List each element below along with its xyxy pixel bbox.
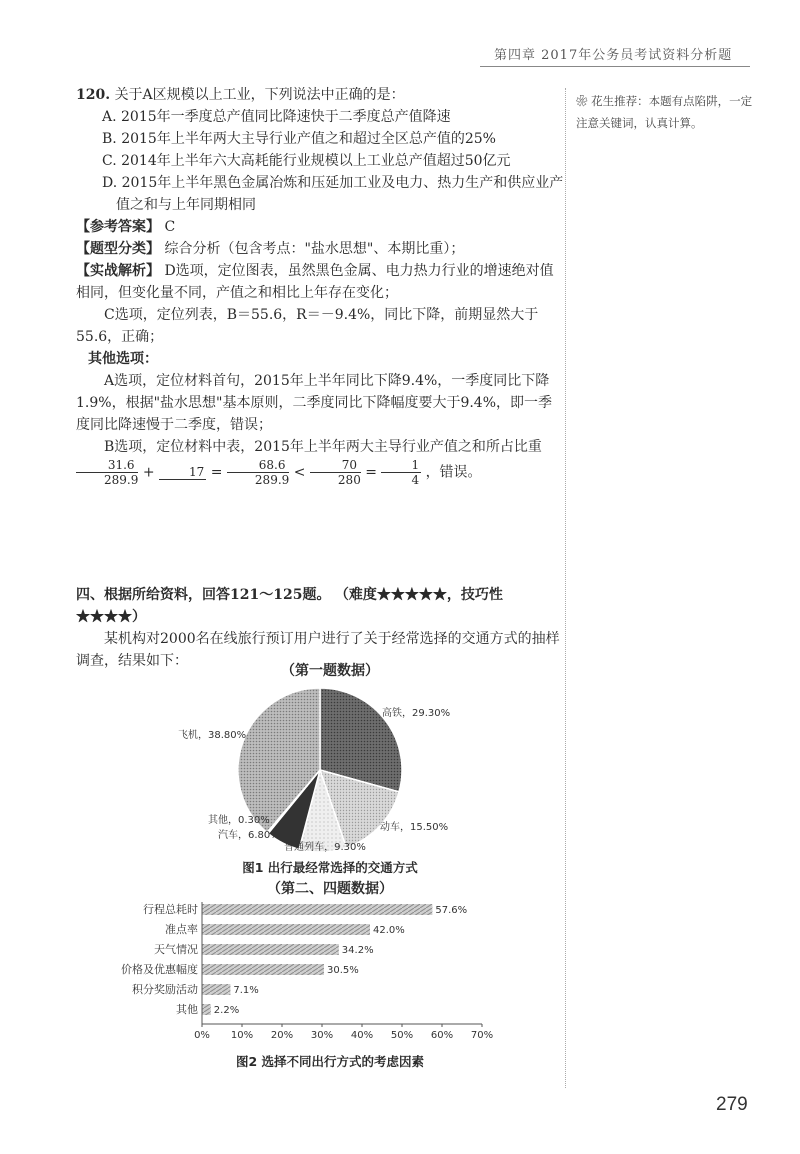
pie-label-6: 飞机，38.80% bbox=[178, 730, 247, 741]
fraction-1: $\frac{31.6}{289.9}$ bbox=[76, 458, 138, 487]
q120-option-a: A. 2015年一季度总产值同比降速快于二季度总产值降速 bbox=[102, 109, 451, 125]
q120-stem bbox=[76, 84, 564, 106]
answer-value: C bbox=[164, 219, 176, 235]
bar-value-2: 42.0% bbox=[373, 925, 405, 936]
side-divider bbox=[565, 88, 566, 1088]
running-header: 第四章 2017年公务员考试资料分析题 bbox=[494, 48, 733, 63]
bar-x-tick-label-6: 50% bbox=[390, 1030, 414, 1041]
frac-op-plus: + bbox=[142, 464, 155, 481]
bar-x-tick-label-4: 30% bbox=[310, 1030, 334, 1041]
q120-option-d: D. 2015年上半年黑色金属冶炼和压延加工业及电力、热力生产和供应业产值之和与上年同期相同 bbox=[102, 175, 564, 213]
header-rule bbox=[480, 66, 750, 67]
page-number: 279 bbox=[716, 1094, 748, 1115]
bar-x-tick-label-5: 40% bbox=[350, 1030, 374, 1041]
frac-tail: ，错误。 bbox=[425, 464, 482, 481]
q120-stem-text: 关于A区规模以上工业，下列说法中正确的是： bbox=[114, 87, 405, 103]
question-120 bbox=[76, 84, 564, 487]
section-4-heading-line bbox=[76, 584, 564, 628]
bar-value-6: 2.2% bbox=[213, 1005, 240, 1016]
bar-category-4: 价格及优惠幅度 bbox=[121, 963, 198, 976]
type-label: 【题型分类】 bbox=[76, 241, 160, 257]
pie-label-4: 汽车，6.80% bbox=[218, 830, 280, 841]
analysis-text-2: C选项，定位列表，B＝55.6，R＝－9.4%，同比下降，前期显然大于55.6，正确； bbox=[76, 307, 539, 345]
q120-option-b: B. 2015年上半年两大主导行业产值之和超过全区总产值的25% bbox=[102, 131, 496, 147]
bar-5 bbox=[202, 984, 230, 995]
other-options-label: 其他选项： bbox=[88, 351, 158, 367]
bar-value-5: 7.1% bbox=[233, 985, 259, 996]
other-option-b-text: B选项，定位材料中表，2015年上半年两大主导行业产值之和所占比重 bbox=[104, 439, 542, 455]
fraction-4: $\frac{70}{280}$ bbox=[310, 458, 361, 487]
fraction-5: $\frac{1}{4}$ bbox=[381, 458, 421, 487]
frac-op-eq: = bbox=[210, 464, 223, 481]
pie-chart bbox=[150, 680, 550, 860]
other-option-a: A选项，定位材料首句，2015年上半年同比下降9.4%，一季度同比下降1.9%，根据"盐水思想"基本原则，二季度同比下降幅度要大于9.4%，即一季度同比降速慢于二季度，错误； bbox=[76, 373, 553, 433]
bar-category-2: 准点率 bbox=[165, 923, 198, 936]
side-note bbox=[576, 90, 756, 134]
other-option-b bbox=[76, 436, 564, 487]
bar-category-3: 天气情况 bbox=[154, 943, 198, 956]
side-note-text: 花生推荐：本题有点陷阱，一定注意关键词，认真计算。 bbox=[576, 94, 753, 130]
bar-4 bbox=[202, 964, 324, 975]
frac-op-lt: < bbox=[293, 464, 306, 481]
answer-label: 【参考答案】 bbox=[76, 219, 160, 235]
bar-value-3: 34.2% bbox=[341, 945, 374, 956]
frac-op-eq2: = bbox=[365, 464, 378, 481]
bar-value-1: 57.6% bbox=[435, 905, 468, 916]
bar-x-tick-label-7: 60% bbox=[430, 1030, 454, 1041]
pie-label-3: 普通列车，9.30% bbox=[284, 842, 366, 853]
bar-x-tick-label-3: 20% bbox=[270, 1030, 294, 1041]
pie-label-5: 其他，0.30% bbox=[208, 815, 270, 826]
section-4-difficulty: （难度★★★★★，技巧性★★★★） bbox=[76, 587, 503, 625]
bar-category-6: 其他 bbox=[176, 1003, 198, 1016]
q120-number: 120. bbox=[76, 87, 111, 103]
bar-category-5: 积分奖励活动 bbox=[132, 983, 198, 996]
flower-icon: ❀ bbox=[576, 94, 588, 108]
bar-chart bbox=[90, 896, 530, 1046]
fraction-2: 17 bbox=[159, 465, 206, 480]
pie-label-1: 高铁，29.30% bbox=[382, 708, 451, 719]
chart2-caption: 图2 选择不同出行方式的考虑因素 bbox=[235, 1054, 425, 1069]
bar-3 bbox=[202, 944, 339, 955]
fraction-3: $\frac{68.6}{289.9}$ bbox=[227, 458, 289, 487]
chart2-box-title: （第二、四题数据） bbox=[267, 881, 393, 897]
bar-6 bbox=[202, 1004, 211, 1015]
section-4 bbox=[76, 584, 564, 672]
pie-label-2: 动车，15.50% bbox=[380, 822, 449, 833]
chart1-caption: 图1 出行最经常选择的交通方式 bbox=[242, 860, 418, 875]
bar-category-1: 行程总耗时 bbox=[143, 903, 198, 916]
answer-line bbox=[76, 216, 564, 238]
bar-value-4: 30.5% bbox=[327, 965, 359, 976]
analysis-line bbox=[76, 260, 564, 304]
analysis-label: 【实战解析】 bbox=[76, 263, 160, 279]
bar-2 bbox=[202, 924, 370, 935]
section-4-intro: 某机构对2000名在线旅行预订用户进行了关于经常选择的交通方式的抽样调查，结果如下： bbox=[76, 631, 560, 669]
chart1-box-title: （第一题数据） bbox=[281, 663, 379, 679]
type-text: 综合分析（包含考点："盐水思想"、本期比重）； bbox=[164, 241, 465, 257]
analysis-text-1: D选项，定位图表，虽然黑色金属、电力热力行业的增速绝对值相同，但变化量不同，产值之和相比上年存在变化； bbox=[76, 263, 554, 301]
bar-x-tick-label-8: 70% bbox=[470, 1030, 494, 1041]
q120-option-c: C. 2014年上半年六大高耗能行业规模以上工业总产值超过50亿元 bbox=[102, 153, 511, 169]
bar-x-tick-label-1: 0% bbox=[194, 1030, 210, 1041]
type-line bbox=[76, 238, 564, 260]
bar-x-tick-label-2: 10% bbox=[230, 1030, 254, 1041]
section-4-heading: 四、根据所给资料，回答121～125题。 bbox=[76, 587, 331, 603]
bar-1 bbox=[202, 904, 432, 915]
